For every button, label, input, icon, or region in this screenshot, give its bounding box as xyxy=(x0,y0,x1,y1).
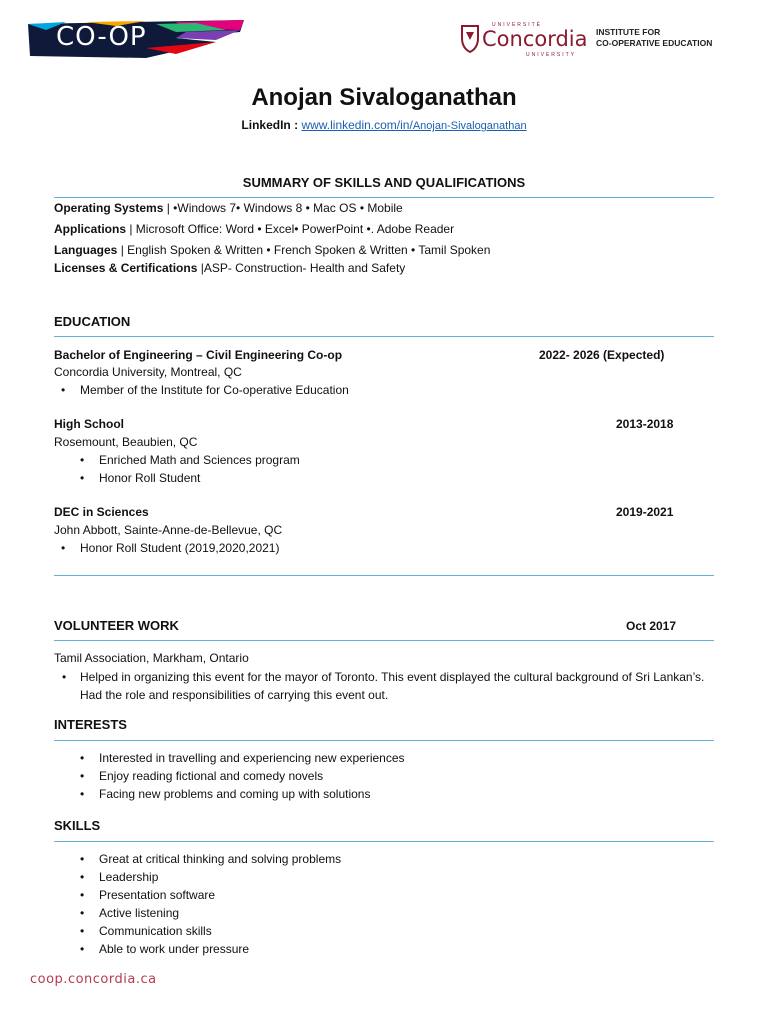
interests-title: INTERESTS xyxy=(54,717,127,732)
education-school: Rosemount, Beaubien, QC xyxy=(54,435,198,449)
linkedin-line xyxy=(0,118,768,132)
summary-row-label: Languages xyxy=(54,243,118,257)
volunteer-description-text: Helped in organizing this event for the mayor of Toronto. This event displayed the cultural background of Sri Lankan’s. Had the role and responsibilities of carrying this event out. xyxy=(80,670,705,702)
list-item xyxy=(80,870,159,884)
bullet-icon: • xyxy=(80,471,85,485)
bullet-icon: • xyxy=(80,888,85,902)
summary-row-label: Licenses & Certifications xyxy=(54,261,198,275)
education-dates: 2019-2021 xyxy=(616,505,674,519)
summary-row-languages xyxy=(54,243,490,257)
section-divider xyxy=(54,336,714,337)
bullet-icon: • xyxy=(62,670,67,684)
coop-logo-text: CO-OP xyxy=(56,22,147,52)
bullet-icon: • xyxy=(80,942,85,956)
education-school: John Abbott, Sainte-Anne-de-Bellevue, QC xyxy=(54,523,283,537)
list-item xyxy=(80,769,324,783)
education-degree: Bachelor of Engineering – Civil Engineering Co-op xyxy=(54,348,343,362)
list-item xyxy=(80,787,371,801)
list-item xyxy=(80,453,300,467)
list-item xyxy=(80,751,405,765)
education-school: Concordia University, Montreal, QC xyxy=(54,365,242,379)
list-item-text: Leadership xyxy=(99,870,159,884)
list-item xyxy=(80,888,216,902)
section-divider xyxy=(54,197,714,198)
institute-line-1: INSTITUTE FOR xyxy=(596,27,661,37)
linkedin-label: LinkedIn : xyxy=(241,118,299,132)
bullet-icon: • xyxy=(80,924,85,938)
bullet-icon: • xyxy=(80,906,85,920)
education-degree: DEC in Sciences xyxy=(54,505,149,519)
education-dates: 2022- 2026 (Expected) xyxy=(539,348,665,362)
bullet-icon: • xyxy=(80,453,85,467)
skills-title: SKILLS xyxy=(54,818,101,833)
education-dates: 2013-2018 xyxy=(616,417,674,431)
bullet-icon: • xyxy=(80,787,85,801)
concordia-shield-icon xyxy=(460,24,480,54)
education-title: EDUCATION xyxy=(54,314,131,329)
list-item-text: Interested in travelling and experiencing new experiences xyxy=(99,751,405,765)
bullet-icon: • xyxy=(80,852,85,866)
list-item-text: Enjoy reading fictional and comedy novels xyxy=(99,769,324,783)
summary-row-text: | •Windows 7• Windows 8 • Mac OS • Mobile xyxy=(163,201,403,215)
institute-line-2: CO-OPERATIVE EDUCATION xyxy=(596,38,713,48)
list-item-text: Honor Roll Student xyxy=(99,471,201,485)
concordia-wordmark: Concordia xyxy=(482,27,588,51)
list-item-text: Great at critical thinking and solving problems xyxy=(99,852,342,866)
list-item-text: Facing new problems and coming up with solutions xyxy=(99,787,371,801)
bullet-icon: • xyxy=(80,751,85,765)
volunteer-date: Oct 2017 xyxy=(626,619,677,633)
list-item xyxy=(61,541,280,555)
section-divider xyxy=(54,740,714,741)
bullet-icon: • xyxy=(61,383,66,397)
list-item-text: Active listening xyxy=(99,906,180,920)
concordia-bottom-text: UNIVERSITY xyxy=(526,52,577,58)
list-item-text: Communication skills xyxy=(99,924,212,938)
volunteer-org: Tamil Association, Markham, Ontario xyxy=(54,651,249,665)
footer-url[interactable]: coop.concordia.ca xyxy=(30,972,157,987)
list-item xyxy=(61,383,349,397)
list-item-text: Member of the Institute for Co-operative Education xyxy=(80,383,349,397)
list-item-text: Enriched Math and Sciences program xyxy=(99,453,300,467)
list-item xyxy=(80,906,180,920)
list-item xyxy=(80,924,212,938)
skills-summary-title: SUMMARY OF SKILLS AND QUALIFICATIONS xyxy=(242,175,526,190)
summary-row-label: Applications xyxy=(54,222,127,236)
summary-row-applications xyxy=(54,222,454,236)
list-item-text: Honor Roll Student (2019,2020,2021) xyxy=(80,541,280,555)
list-item-text: Able to work under pressure xyxy=(99,942,250,956)
bullet-icon: • xyxy=(80,769,85,783)
summary-row-licenses xyxy=(54,261,405,275)
linkedin-handle-link[interactable]: Anojan-Sivaloganathan xyxy=(412,120,527,132)
volunteer-title: VOLUNTEER WORK xyxy=(54,618,179,633)
linkedin-link[interactable]: www.linkedin.com/in/ xyxy=(301,118,413,132)
list-item-text: Presentation software xyxy=(99,888,216,902)
bullet-icon: • xyxy=(80,870,85,884)
section-divider xyxy=(54,575,714,576)
summary-row-os xyxy=(54,201,403,215)
list-item xyxy=(80,852,342,866)
volunteer-description xyxy=(62,668,710,704)
summary-row-text: | Microsoft Office: Word • Excel• PowerPoint •. Adobe Reader xyxy=(126,222,455,236)
candidate-name: Anojan Sivaloganathan xyxy=(251,84,517,111)
section-divider xyxy=(54,841,714,842)
bullet-icon: • xyxy=(61,541,66,555)
list-item xyxy=(80,471,201,485)
concordia-top-text: UNIVERSITÉ xyxy=(492,22,543,28)
list-item xyxy=(80,942,250,956)
institute-label xyxy=(596,27,712,49)
section-divider xyxy=(54,640,714,641)
summary-row-label: Operating Systems xyxy=(54,201,164,215)
summary-row-text: | English Spoken & Written • French Spoken & Written • Tamil Spoken xyxy=(117,243,491,257)
education-degree: High School xyxy=(54,417,124,431)
summary-row-text: |ASP- Construction- Health and Safety xyxy=(197,261,406,275)
